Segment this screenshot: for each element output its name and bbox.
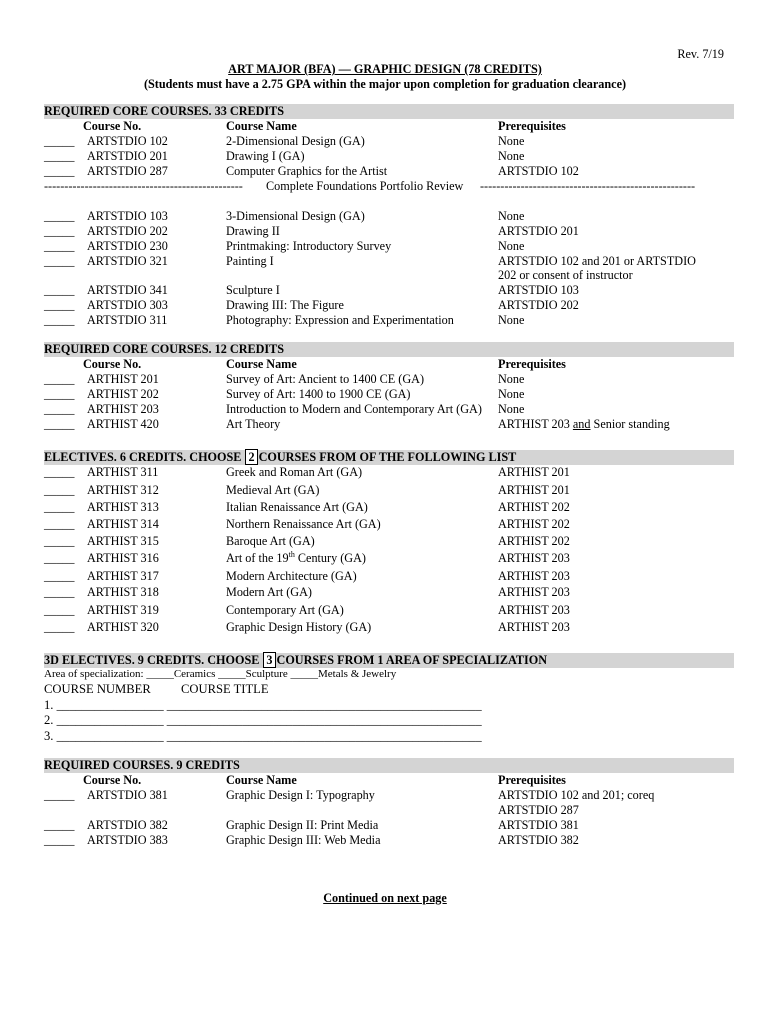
- check-blank[interactable]: _____: [44, 569, 75, 583]
- course-row: [44, 402, 734, 417]
- course-prereq: ARTSTDIO 102 and 201 or ARTSTDIO: [498, 254, 696, 268]
- header-course-name: Course Name: [226, 773, 297, 787]
- course-prereq: ARTSTDIO 381: [498, 818, 579, 832]
- course-prereq: ARTHIST 203: [498, 569, 570, 583]
- course-code: ARTSTDIO 382: [87, 818, 168, 832]
- check-blank[interactable]: _____: [44, 465, 75, 479]
- course-name: Sculpture I: [226, 283, 280, 297]
- course-row: [44, 569, 734, 584]
- check-blank[interactable]: _____: [44, 833, 75, 847]
- column-headers: [44, 357, 734, 372]
- check-blank[interactable]: _____: [44, 603, 75, 617]
- course-prereq: ARTHIST 203: [498, 620, 570, 634]
- check-blank[interactable]: _____: [44, 500, 75, 514]
- course-row-continued: [44, 268, 734, 283]
- course-row: [44, 298, 734, 313]
- course-row: [44, 224, 734, 239]
- dash-left: -------------------------------------------------: [44, 179, 243, 193]
- course-code: ARTHIST 314: [87, 517, 159, 531]
- course-name: Baroque Art (GA): [226, 534, 315, 548]
- prereq-part: ARTHIST 203: [498, 417, 573, 431]
- course-code: ARTHIST 311: [87, 465, 159, 479]
- course-code: ARTSTDIO 383: [87, 833, 168, 847]
- portfolio-review-label: Complete Foundations Portfolio Review: [266, 179, 464, 193]
- check-blank[interactable]: _____: [44, 483, 75, 497]
- course-code: ARTHIST 319: [87, 603, 159, 617]
- prereq-and: and: [572, 417, 591, 431]
- area-of-specialization[interactable]: Area of specialization: _____Ceramics _____Sculpture _____Metals & Jewelry: [44, 668, 397, 680]
- check-blank[interactable]: _____: [44, 149, 75, 163]
- course-row: [44, 372, 734, 387]
- course-name: Painting I: [226, 254, 274, 268]
- name-part: Art of the 19: [226, 551, 289, 565]
- check-blank[interactable]: _____: [44, 387, 75, 401]
- check-blank[interactable]: _____: [44, 585, 75, 599]
- course-prereq: ARTSTDIO 102: [498, 164, 579, 178]
- course-prereq: ARTSTDIO 382: [498, 833, 579, 847]
- course-code: ARTSTDIO 303: [87, 298, 168, 312]
- fill-in-line[interactable]: 3. _________________ __________________________________________________: [44, 729, 482, 743]
- course-prereq: ARTHIST 202: [498, 517, 570, 531]
- course-prereq: ARTHIST 202: [498, 500, 570, 514]
- course-prereq: None: [498, 372, 525, 386]
- course-prereq: None: [498, 402, 525, 416]
- course-prereq: ARTHIST 202: [498, 534, 570, 548]
- course-prereq: ARTSTDIO 102 and 201; coreq: [498, 788, 655, 802]
- course-prereq-continued: 202 or consent of instructor: [498, 268, 633, 282]
- course-row: [44, 387, 734, 402]
- course-code: ARTSTDIO 341: [87, 283, 168, 297]
- course-row: [44, 209, 734, 224]
- course-row: [44, 534, 734, 549]
- 3d-electives-heading-text: 3D ELECTIVES. 9 CREDITS. CHOOSE: [44, 653, 260, 667]
- check-blank[interactable]: _____: [44, 372, 75, 386]
- course-row: [44, 585, 734, 600]
- continued-link[interactable]: Continued on next page: [323, 891, 447, 905]
- course-name: Photography: Expression and Experimentation: [226, 313, 454, 327]
- portfolio-review-divider: [44, 179, 734, 194]
- course-name: Greek and Roman Art (GA): [226, 465, 363, 479]
- course-prereq: None: [498, 387, 525, 401]
- fill-in-line[interactable]: 1. _________________ __________________________________________________: [44, 698, 482, 712]
- course-code: ARTHIST 420: [87, 417, 159, 431]
- course-code: ARTHIST 315: [87, 534, 159, 548]
- course-code: ARTHIST 201: [87, 372, 159, 386]
- course-name: 3-Dimensional Design (GA): [226, 209, 365, 223]
- fill-in-line[interactable]: 2. _________________ __________________________________________________: [44, 713, 482, 727]
- course-row: [44, 254, 734, 269]
- check-blank[interactable]: _____: [44, 254, 75, 268]
- course-prereq: None: [498, 134, 525, 148]
- header-prereq: Prerequisites: [498, 119, 566, 133]
- course-code: ARTSTDIO 201: [87, 149, 168, 163]
- course-row: [44, 283, 734, 298]
- check-blank[interactable]: _____: [44, 298, 75, 312]
- course-code: ARTHIST 318: [87, 585, 159, 599]
- course-code: ARTHIST 312: [87, 483, 159, 497]
- course-code: ARTHIST 202: [87, 387, 159, 401]
- choose-count-box[interactable]: 2: [245, 449, 257, 465]
- course-code: ARTHIST 320: [87, 620, 159, 634]
- col-course-number: COURSE NUMBER: [44, 682, 151, 696]
- course-row: [44, 603, 734, 618]
- course-row: [44, 551, 734, 566]
- check-blank[interactable]: _____: [44, 417, 75, 431]
- course-name: Contemporary Art (GA): [226, 603, 344, 617]
- course-name: [226, 551, 366, 566]
- course-code: ARTSTDIO 311: [87, 313, 168, 327]
- page-subtitle: (Students must have a 2.75 GPA within the major upon completion for graduation clearance): [143, 77, 627, 91]
- course-code: ARTSTDIO 202: [87, 224, 168, 238]
- check-blank[interactable]: _____: [44, 534, 75, 548]
- course-name: Survey of Art: Ancient to 1400 CE (GA): [226, 372, 425, 386]
- course-code: ARTSTDIO 287: [87, 164, 168, 178]
- course-name: Graphic Design History (GA): [226, 620, 372, 634]
- course-prereq: None: [498, 209, 525, 223]
- course-prereq: ARTHIST 203: [498, 585, 570, 599]
- course-row: [44, 239, 734, 254]
- course-row: [44, 465, 734, 480]
- name-superscript: th: [288, 549, 295, 559]
- course-code: ARTSTDIO 102: [87, 134, 168, 148]
- check-blank[interactable]: _____: [44, 788, 75, 802]
- course-row: [44, 788, 734, 803]
- course-code: ARTSTDIO 103: [87, 209, 168, 223]
- course-prereq: None: [498, 239, 525, 253]
- course-name: Graphic Design II: Print Media: [226, 818, 379, 832]
- course-row: [44, 417, 734, 432]
- course-code: ARTSTDIO 381: [87, 788, 168, 802]
- check-blank[interactable]: _____: [44, 313, 75, 327]
- name-part: Century (GA): [294, 551, 366, 565]
- course-prereq: ARTSTDIO 201: [498, 224, 579, 238]
- course-name: Survey of Art: 1400 to 1900 CE (GA): [226, 387, 411, 401]
- check-blank[interactable]: _____: [44, 224, 75, 238]
- header-course-no: Course No.: [83, 773, 142, 787]
- course-name: Medieval Art (GA): [226, 483, 320, 497]
- course-name: Drawing II: [226, 224, 280, 238]
- check-blank[interactable]: _____: [44, 551, 75, 565]
- course-prereq: ARTHIST 201: [498, 483, 570, 497]
- header-course-name: Course Name: [226, 119, 297, 133]
- revision-label: Rev. 7/19: [677, 47, 724, 61]
- header-course-no: Course No.: [83, 357, 142, 371]
- course-prereq-continued: ARTSTDIO 287: [498, 803, 579, 817]
- electives-heading-text: ELECTIVES. 6 CREDITS. CHOOSE: [44, 450, 242, 464]
- course-name: Graphic Design I: Typography: [226, 788, 375, 802]
- check-blank[interactable]: _____: [44, 517, 75, 531]
- course-prereq: ARTHIST 203: [498, 551, 570, 565]
- course-prereq: ARTHIST 201: [498, 465, 570, 479]
- check-blank[interactable]: _____: [44, 620, 75, 634]
- course-row: [44, 483, 734, 498]
- course-row: [44, 818, 734, 833]
- section-heading-core1: REQUIRED CORE COURSES. 33 CREDITS: [44, 104, 734, 119]
- course-prereq: ARTSTDIO 103: [498, 283, 579, 297]
- header-prereq: Prerequisites: [498, 357, 566, 371]
- course-row: [44, 164, 734, 179]
- course-name: 2-Dimensional Design (GA): [226, 134, 365, 148]
- course-prereq: [498, 417, 670, 432]
- course-name: Art Theory: [226, 417, 281, 431]
- header-course-no: Course No.: [83, 119, 142, 133]
- check-blank[interactable]: _____: [44, 134, 75, 148]
- dash-right: -----------------------------------------------------: [480, 179, 696, 193]
- course-prereq: None: [498, 313, 525, 327]
- course-row: [44, 833, 734, 848]
- course-code: ARTSTDIO 321: [87, 254, 168, 268]
- section-heading-core2: REQUIRED CORE COURSES. 12 CREDITS: [44, 342, 734, 357]
- course-code: ARTHIST 313: [87, 500, 159, 514]
- check-blank[interactable]: _____: [44, 209, 75, 223]
- column-headers: [44, 119, 734, 134]
- course-row: [44, 517, 734, 532]
- check-blank[interactable]: _____: [44, 239, 75, 253]
- course-code: ARTHIST 316: [87, 551, 159, 565]
- course-row-continued: [44, 803, 734, 818]
- course-prereq: None: [498, 149, 525, 163]
- course-name: Printmaking: Introductory Survey: [226, 239, 392, 253]
- electives-heading-text: COURSES FROM OF THE FOLLOWING LIST: [258, 450, 517, 464]
- course-name: Modern Architecture (GA): [226, 569, 357, 583]
- 3d-electives-heading-text: COURSES FROM 1 AREA OF SPECIALIZATION: [276, 653, 548, 667]
- column-headers: [44, 773, 734, 788]
- course-code: ARTHIST 317: [87, 569, 159, 583]
- course-prereq: ARTSTDIO 202: [498, 298, 579, 312]
- course-row: [44, 313, 734, 328]
- course-name: Drawing I (GA): [226, 149, 305, 163]
- course-row: [44, 500, 734, 515]
- course-row: [44, 149, 734, 164]
- prereq-part: Senior standing: [590, 417, 670, 431]
- course-row: [44, 134, 734, 149]
- course-name: Modern Art (GA): [226, 585, 312, 599]
- page-title: ART MAJOR (BFA) — GRAPHIC DESIGN (78 CREDITS): [228, 62, 542, 76]
- check-blank[interactable]: _____: [44, 164, 75, 178]
- header-course-name: Course Name: [226, 357, 297, 371]
- course-code: ARTHIST 203: [87, 402, 159, 416]
- course-name: Northern Renaissance Art (GA): [226, 517, 381, 531]
- section-heading-3d-electives: [44, 653, 734, 668]
- col-course-title: COURSE TITLE: [181, 682, 269, 696]
- check-blank[interactable]: _____: [44, 818, 75, 832]
- course-name: Drawing III: The Figure: [226, 298, 344, 312]
- course-code: ARTSTDIO 230: [87, 239, 168, 253]
- course-prereq: ARTHIST 203: [498, 603, 570, 617]
- section-heading-electives: [44, 450, 734, 465]
- section-heading-required: REQUIRED COURSES. 9 CREDITS: [44, 758, 734, 773]
- check-blank[interactable]: _____: [44, 283, 75, 297]
- course-name: Computer Graphics for the Artist: [226, 164, 388, 178]
- course-name: Graphic Design III: Web Media: [226, 833, 381, 847]
- header-prereq: Prerequisites: [498, 773, 566, 787]
- choose-count-box[interactable]: 3: [263, 652, 275, 668]
- course-row: [44, 620, 734, 635]
- check-blank[interactable]: _____: [44, 402, 75, 416]
- course-name: Italian Renaissance Art (GA): [226, 500, 368, 514]
- course-name: Introduction to Modern and Contemporary Art (GA): [226, 402, 482, 416]
